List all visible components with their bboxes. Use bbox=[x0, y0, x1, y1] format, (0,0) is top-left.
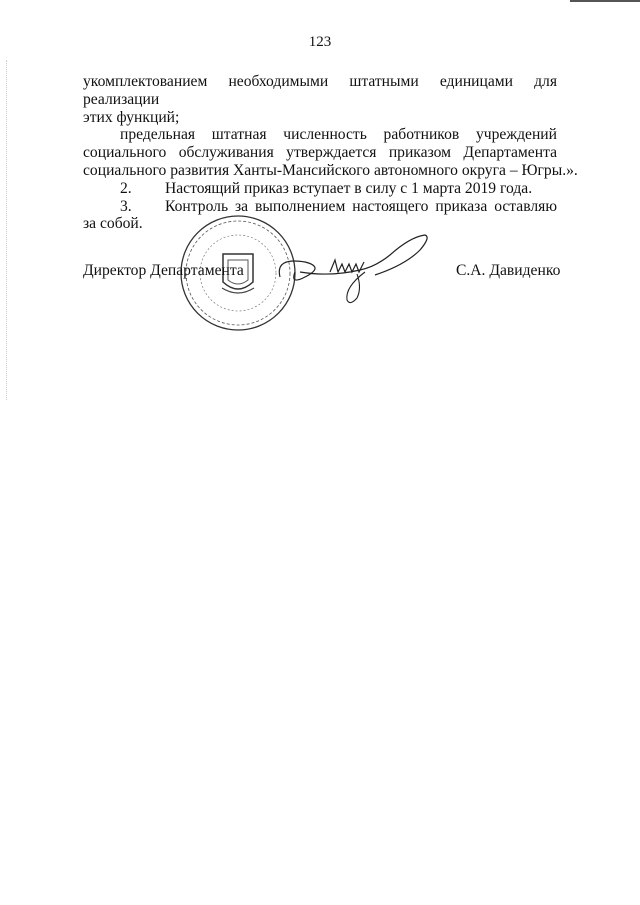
scan-edge-dots bbox=[6, 60, 8, 400]
list-item-2 bbox=[83, 180, 557, 198]
page-number: 123 bbox=[308, 34, 332, 50]
scan-edge-line bbox=[570, 0, 640, 2]
item-number: 2. bbox=[120, 179, 132, 197]
handwritten-signature bbox=[270, 232, 430, 312]
document-body bbox=[83, 73, 578, 233]
signatory-name: С.А. Давиденко bbox=[456, 262, 561, 279]
text-line: за собой. bbox=[83, 215, 143, 233]
text-line: социального обслуживания утверждается приказом Департамента bbox=[83, 144, 557, 162]
item-text: Контроль за выполнением настоящего приказа оставляю bbox=[165, 197, 557, 215]
text-line: этих функций; bbox=[83, 108, 180, 126]
text-line: предельная штатная численность работников учреждений bbox=[120, 126, 557, 144]
signatory-position: Директор Департамента bbox=[83, 262, 244, 279]
list-item-3 bbox=[83, 198, 557, 216]
text-line: укомплектованием необходимыми штатными единицами для реализации bbox=[83, 73, 557, 108]
text-line: социального развития Ханты-Мансийского автономного округа – Югры.». bbox=[83, 161, 578, 179]
item-text: Настоящий приказ вступает в силу с 1 марта 2019 года. bbox=[165, 179, 533, 197]
item-number: 3. bbox=[120, 197, 132, 215]
